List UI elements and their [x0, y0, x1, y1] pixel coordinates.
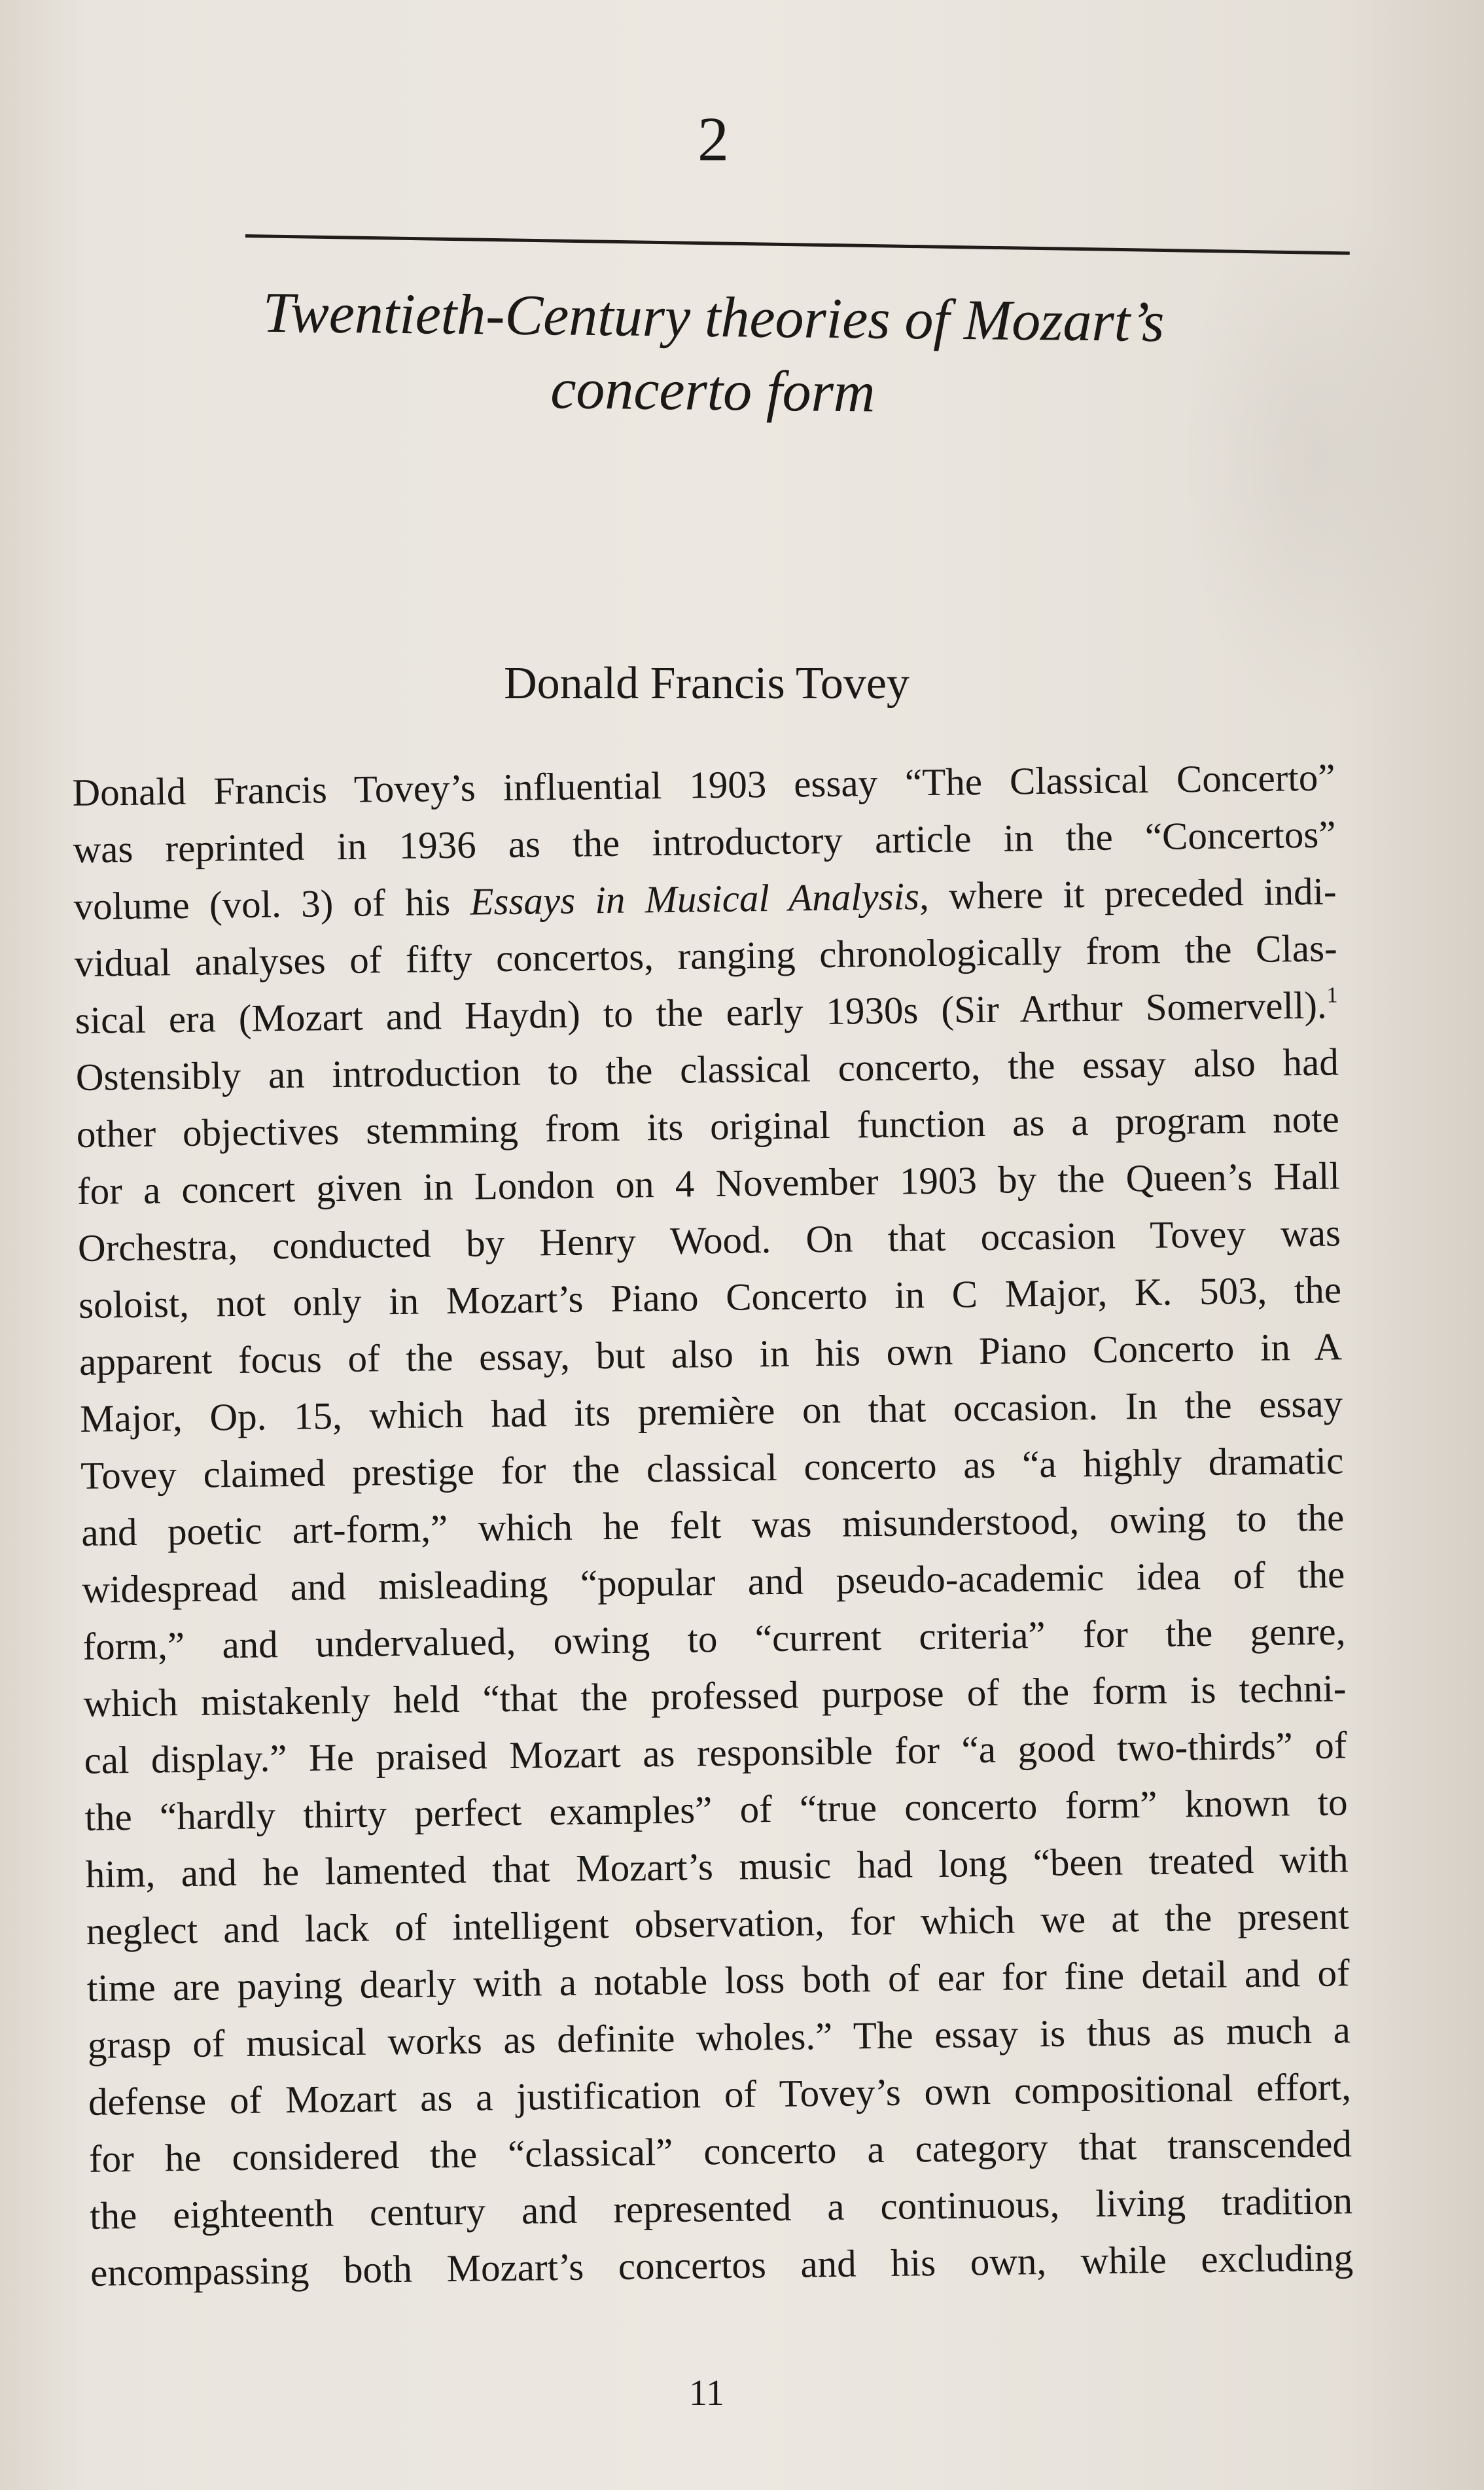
- body-line: was reprinted in 1936 as the introductory article in the “Concertos”: [73, 812, 1336, 871]
- chapter-title: [117, 275, 1309, 434]
- body-line: apparent focus of the essay, but also in his own Piano Concerto in A: [79, 1325, 1343, 1383]
- body-line: grasp of musical works as definite wholes.” The essay is thus as much a: [87, 2008, 1351, 2067]
- body-line: Tovey claimed prestige for the classical concerto as “a highly dramatic: [80, 1438, 1344, 1497]
- section-heading: Donald Francis Tovey: [504, 658, 910, 709]
- body-line: vidual analyses of fifty concertos, ranging chronologically from the Clas-: [74, 926, 1337, 985]
- chapter-title-line: Twentieth-Century theories of Mozart’s: [262, 281, 1165, 355]
- body-line: the eighteenth century and represented a continuous, living tradition: [89, 2179, 1353, 2237]
- body-line: for he considered the “classical” concerto a category that transcended: [88, 2122, 1352, 2180]
- body-line: other objectives stemming from its original function as a program note: [76, 1097, 1340, 1156]
- body-line: encompassing both Mozart’s concertos and his own, while excluding: [90, 2235, 1354, 2294]
- body-line: soloist, not only in Mozart’s Piano Concerto in C Major, K. 503, the: [78, 1268, 1342, 1326]
- body-line: Donald Francis Tovey’s influential 1903 essay “The Classical Concerto”: [72, 755, 1335, 814]
- body-line: time are paying dearly with a notable loss both of ear for fine detail and of: [86, 1951, 1351, 2010]
- footnote-marker[interactable]: 1: [1326, 983, 1338, 1008]
- body-line: Ostensibly an introduction to the classical concerto, the essay also had: [75, 1040, 1339, 1099]
- text-run: volume (vol. 3) of his: [73, 880, 470, 928]
- chapter-title-line: concerto form: [550, 357, 875, 425]
- body-line: form,” and undervalued, owing to “current criteria” for the genre,: [82, 1609, 1346, 1668]
- chapter-number: 2: [698, 104, 729, 174]
- body-line: defense of Mozart as a justification of Tovey’s own compositional effort,: [88, 2065, 1352, 2124]
- body-line: for a concert given in London on 4 November 1903 by the Queen’s Hall: [77, 1154, 1341, 1213]
- show-through-shadow: [1178, 196, 1453, 720]
- body-text: [72, 749, 1354, 2301]
- body-line: neglect and lack of intelligent observation, for which we at the present: [86, 1894, 1350, 1953]
- text-run: sical era (Mozart and Haydn) to the early 1930s (Sir Arthur Somervell).: [75, 983, 1328, 1042]
- body-line: which mistakenly held “that the professed purpose of the form is techni-: [83, 1666, 1347, 1725]
- body-line: him, and he lamented that Mozart’s music had long “been treated with: [85, 1837, 1349, 1896]
- page-number: 11: [689, 2373, 724, 2413]
- body-line: the “hardly thirty perfect examples” of “true concerto form” known to: [84, 1780, 1348, 1839]
- body-line: and poetic art-form,” which he felt was misunderstood, owing to the: [80, 1495, 1345, 1554]
- body-line: Major, Op. 15, which had its première on that occasion. In the essay: [79, 1381, 1343, 1440]
- text-run: , where it preceded indi-: [919, 869, 1337, 918]
- book-title-italic: Essays in Musical Analysis: [470, 874, 920, 923]
- body-line: cal display.” He praised Mozart as responsible for “a good two-thirds” of: [84, 1723, 1347, 1782]
- body-line: Orchestra, conducted by Henry Wood. On that occasion Tovey was: [77, 1211, 1341, 1270]
- body-line: widespread and misleading “popular and pseudo-academic idea of the: [82, 1552, 1345, 1611]
